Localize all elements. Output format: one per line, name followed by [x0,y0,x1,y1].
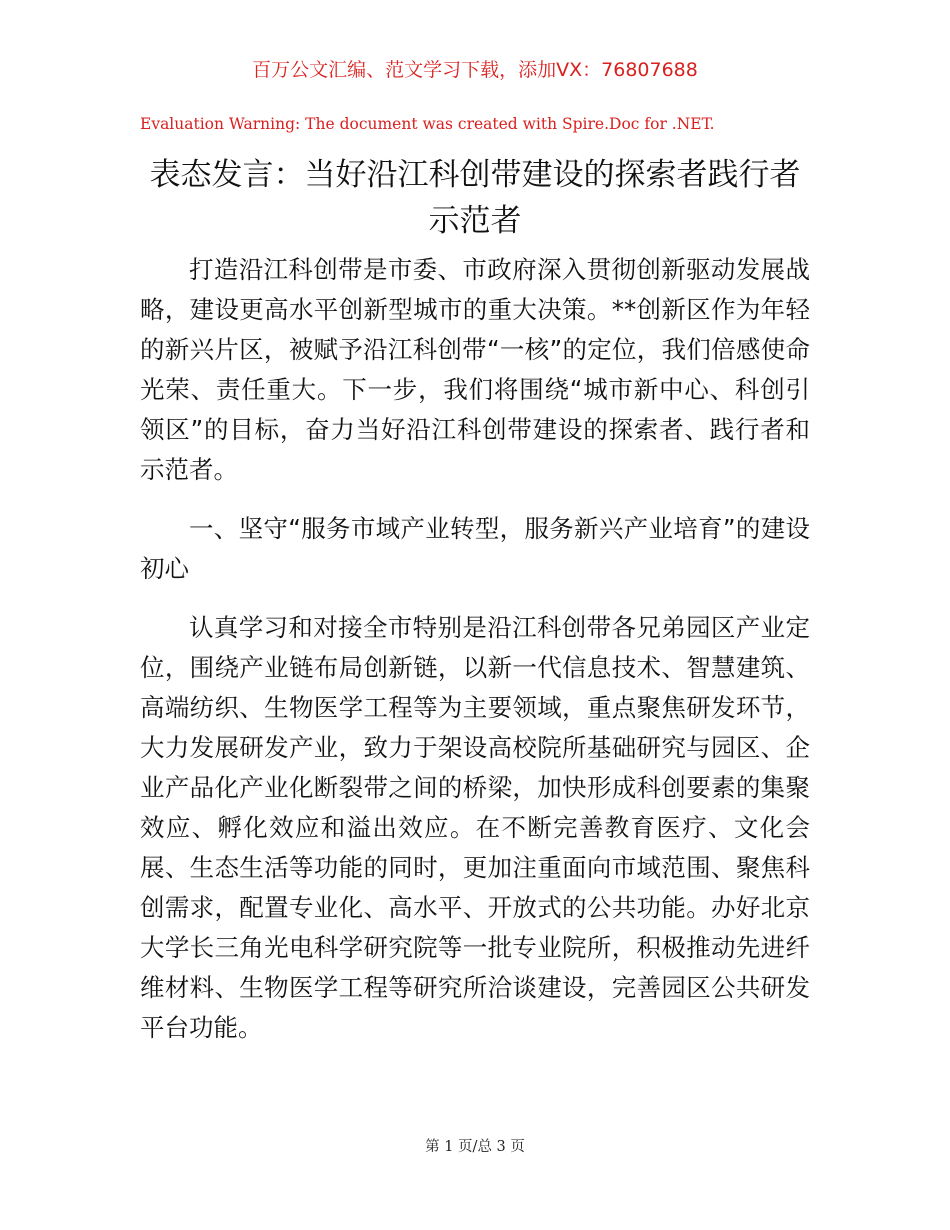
paragraph-section-1: 认真学习和对接全市特别是沿江科创带各兄弟园区产业定位，围绕产业链布局创新链，以新一代信息技术、智慧建筑、高端纺织、生物医学工程等为主要领域，重点聚焦研发环节，大力发展研发产业，致力于架设高校院所基础研究与园区、企业产品化产业化断裂带之间的桥梁，加快形成科创要素的集聚效应、孵化效应和溢出效应。在不断完善教育医疗、文化会展、生态生活等功能的同时，更加注重面向市域范围、聚焦科创需求，配置专业化、高水平、开放式的公共功能。办好北京大学长三角光电科学研究院等一批专业院所，积极推动先进纤维材料、生物医学工程等研究所洽谈建设，完善园区公共研发平台功能。 [140,613,810,1042]
evaluation-warning: Evaluation Warning: The document was created with Spire.Doc for .NET. [140,115,715,133]
document-body [140,250,810,1067]
document-title: 表态发言：当好沿江科创带建设的探索者践行者示范者 [149,157,801,239]
section-heading-1: 一、坚守“服务市域产业转型，服务新兴产业培育”的建设初心 [140,514,810,583]
header-banner: 百万公文汇编、范文学习下载，添加VX：76807688 [252,59,698,81]
paragraph-intro: 打造沿江科创带是市委、市政府深入贯彻创新驱动发展战略，建设更高水平创新型城市的重大决策。**创新区作为年轻的新兴片区，被赋予沿江科创带“一核”的定位，我们倍感使命光荣、责任重大。下一步，我们将围绕“城市新中心、科创引领区”的目标，奋力当好沿江科创带建设的探索者、践行者和示范者。 [140,255,810,484]
page-footer: 第 1 页/总 3 页 [425,1139,525,1155]
